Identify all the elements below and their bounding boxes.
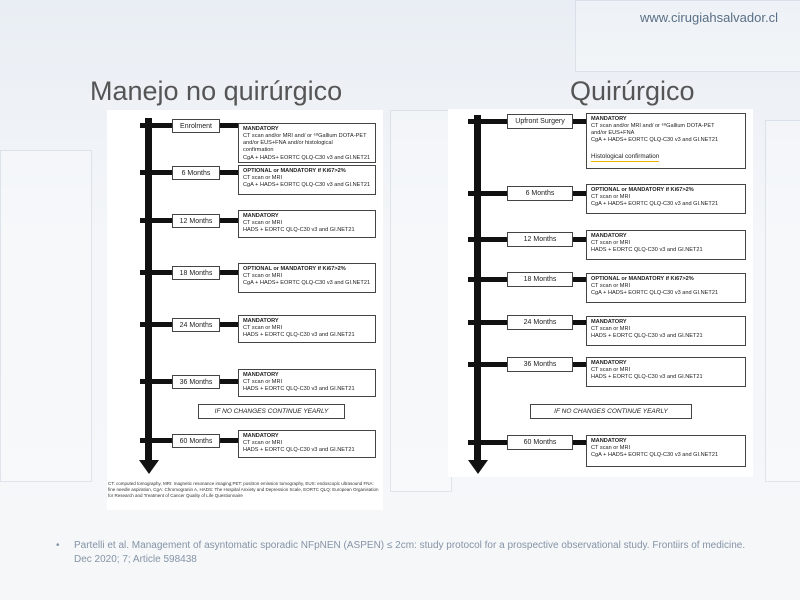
requirement-line [591, 145, 741, 152]
left-timepoint-label: 12 Months [172, 214, 220, 228]
requirement-line: CgA + HADS+ EORTC QLQ-C30 v3 and GI.NET21 [243, 280, 371, 287]
right-timepoint-label: 18 Months [507, 272, 573, 287]
left-requirement-box [238, 315, 376, 343]
requirement-line: CT scan or MRI [243, 220, 283, 227]
requirement-line: confirmation [243, 147, 274, 154]
requirement-line: CT scan or MRI [243, 325, 283, 332]
right-timepoint-label: Upfront Surgery [507, 114, 573, 129]
left-timepoint-label: 6 Months [172, 166, 220, 180]
requirement-line: CT scan or MRI [243, 440, 283, 447]
requirement-heading: MANDATORY [243, 126, 279, 132]
requirement-line: HADS + EORTC QLQ-C30 v3 and GI.NET21 [591, 333, 703, 340]
requirement-line: CgA + HADS+ EORTC QLQ-C30 v3 and GI.NET21 [591, 290, 719, 297]
requirement-line: and/or EUS+FNA and/or histological [243, 140, 333, 147]
requirement-line: CT scan and/or MRI and/ or ⁶⁸Gallium DOTA-PET [591, 123, 715, 130]
left-requirement-box [238, 165, 376, 195]
right-requirement-box [586, 357, 746, 387]
left-requirement-box [238, 210, 376, 238]
right-requirement-box [586, 316, 746, 346]
requirement-line: CT scan or MRI [243, 379, 283, 386]
requirement-line: HADS + EORTC QLQ-C30 v3 and GI.NET21 [243, 386, 355, 393]
site-url: www.cirugiahsalvador.cl [639, 10, 778, 25]
left-timeline-arrowhead [139, 460, 159, 474]
right-timepoint-label: 6 Months [507, 186, 573, 201]
right-heading: Quirúrgico [570, 76, 695, 106]
left-continue-yearly-box: IF NO CHANGES CONTINUE YEARLY [198, 404, 345, 419]
requirement-line: HADS + EORTC QLQ-C30 v3 and GI.NET21 [243, 447, 355, 454]
right-timepoint-label: 12 Months [507, 232, 573, 247]
left-requirement-box [238, 430, 376, 458]
right-requirement-box [586, 230, 746, 260]
requirement-heading: OPTIONAL or MANDATORY if Ki67>2% [243, 168, 346, 174]
right-requirement-box [586, 435, 746, 467]
requirement-heading: OPTIONAL or MANDATORY if Ki67>2% [243, 266, 346, 272]
requirement-line: CT scan or MRI [591, 367, 631, 374]
left-requirement-box [238, 369, 376, 397]
requirement-line: CgA + HADS+ EORTC QLQ-C30 v3 and GI.NET21 [243, 154, 371, 161]
requirement-heading: MANDATORY [243, 433, 279, 439]
right-requirement-box [586, 184, 746, 214]
requirement-line: CgA + HADS+ EORTC QLQ-C30 v3 and GI.NET21 [243, 182, 371, 189]
requirement-heading: MANDATORY [243, 213, 279, 219]
right-timepoint-label: 60 Months [507, 435, 573, 450]
requirement-line: and/or EUS+FNA [591, 130, 635, 137]
requirement-line: CT scan and/or MRI and/ or ⁶⁸Gallium DOTA-PET [243, 133, 367, 140]
requirement-heading: MANDATORY [591, 319, 627, 325]
background-building-shape [765, 120, 800, 482]
requirement-line: CT scan or MRI [591, 240, 631, 247]
right-timeline-arrowhead [468, 460, 488, 474]
requirement-line: CT scan or MRI [591, 326, 631, 333]
right-timepoint-label: 36 Months [507, 357, 573, 372]
requirement-line: HADS + EORTC QLQ-C30 v3 and GI.NET21 [591, 247, 703, 254]
left-timepoint-label: 18 Months [172, 266, 220, 280]
right-continue-yearly-box: IF NO CHANGES CONTINUE YEARLY [530, 404, 692, 419]
requirement-line: HADS + EORTC QLQ-C30 v3 and GI.NET21 [243, 332, 355, 339]
right-requirement-box [586, 273, 746, 303]
requirement-line: CT scan or MRI [591, 445, 631, 452]
requirement-line: CT scan or MRI [591, 283, 631, 290]
requirement-line: HADS + EORTC QLQ-C30 v3 and GI.NET21 [591, 374, 703, 381]
requirement-line: CgA + HADS+ EORTC QLQ-C30 v3 and GI.NET21 [591, 452, 719, 459]
right-timeline-axis [474, 115, 481, 460]
requirement-line: CT scan or MRI [243, 273, 283, 280]
requirement-heading: MANDATORY [591, 233, 627, 239]
right-requirement-box [586, 113, 746, 169]
left-timepoint-label: Enrolment [172, 119, 220, 133]
left-heading: Manejo no quirúrgico [90, 76, 343, 106]
right-timepoint-label: 24 Months [507, 315, 573, 330]
requirement-line: CgA + HADS+ EORTC QLQ-C30 v3 and GI.NET21 [591, 137, 719, 144]
left-timepoint-label: 24 Months [172, 318, 220, 332]
requirement-heading: OPTIONAL or MANDATORY if Ki67>2% [591, 187, 694, 193]
requirement-heading: MANDATORY [243, 318, 279, 324]
requirement-line: CT scan or MRI [591, 194, 631, 201]
left-footnote: CT: computed tomography, MRI: magnetic resonance imaging;PET: positron emission tomography, EUS: endoscopic ultrasound FNA: fine needle aspiration, CgA: Chromogranin A, HADS: The Hospital Anxiety and Depression Scale, EORTC QLQ: European Organisation for Research and Treatment of Cancer Quality of Life Questionnaire [108, 481, 379, 499]
left-timepoint-label: 60 Months [172, 434, 220, 448]
requirement-line: Histological confirmation [591, 153, 659, 162]
requirement-heading: MANDATORY [591, 360, 627, 366]
requirement-heading: OPTIONAL or MANDATORY if Ki67>2% [591, 276, 694, 282]
left-requirement-box [238, 263, 376, 293]
requirement-heading: MANDATORY [243, 372, 279, 378]
requirement-line: HADS + EORTC QLQ-C30 v3 and GI.NET21 [243, 227, 355, 234]
left-requirement-box [238, 123, 376, 163]
left-timepoint-label: 36 Months [172, 375, 220, 389]
requirement-line: CT scan or MRI [243, 175, 283, 182]
background-building-shape [0, 150, 92, 482]
requirement-line: CgA + HADS+ EORTC QLQ-C30 v3 and GI.NET21 [591, 201, 719, 208]
requirement-heading: MANDATORY [591, 116, 627, 122]
reference-bullet: • [56, 540, 60, 551]
reference-citation: Partelli et al. Management of asyntomatic sporadic NFpNEN (ASPEN) ≤ 2cm: study protocol for a prospective observational study. Frontiirs of medicine. Dec 2020; 7; Article 598438 [74, 540, 746, 565]
background-building-shape [390, 110, 452, 492]
requirement-heading: MANDATORY [591, 438, 627, 444]
